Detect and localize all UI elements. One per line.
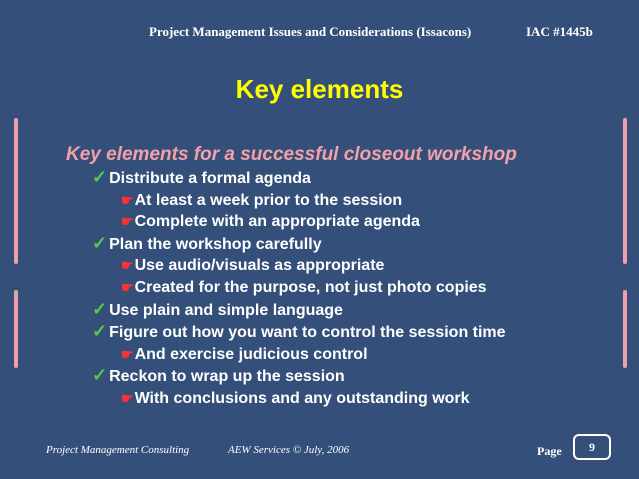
page-label: Page: [537, 444, 562, 458]
bullet-item: [66, 321, 517, 344]
sub-bullet-item: [66, 388, 517, 410]
footer-copyright: AEW Services © July, 2006: [228, 444, 350, 456]
bullet-text: With conclusions and any outstanding work: [134, 389, 470, 407]
checkmark-icon: ✓: [92, 321, 108, 342]
left-decorative-bar: [14, 118, 18, 264]
bullet-text: Created for the purpose, not just photo copies: [134, 278, 487, 296]
header-title: Project Management Issues and Considerations (Issacons): [149, 24, 472, 39]
sub-bullet-item: [66, 344, 517, 366]
pointing-hand-icon: ☛: [121, 191, 134, 208]
right-decorative-bar: [623, 118, 627, 264]
bullet-text: Complete with an appropriate agenda: [134, 213, 420, 231]
bullet-list: [66, 167, 517, 410]
pointing-hand-icon: ☛: [121, 389, 134, 406]
bullet-item: [66, 167, 517, 190]
slide-content: [66, 143, 517, 410]
checkmark-icon: ✓: [92, 167, 108, 187]
sub-bullet-item: [66, 255, 517, 277]
bullet-item: [66, 299, 517, 322]
checkmark-icon: ✓: [92, 232, 108, 253]
pointing-hand-icon: ☛: [121, 257, 134, 274]
left-decorative-bar-lower: [14, 290, 18, 368]
bullet-text: Use plain and simple language: [109, 301, 343, 319]
checkmark-icon: ✓: [92, 365, 108, 386]
page-number-box: 9: [573, 434, 611, 460]
slide-subtitle: Key elements for a successful closeout workshop: [66, 144, 517, 165]
bullet-item: [66, 365, 517, 388]
right-decorative-bar-lower: [623, 290, 627, 368]
slide-header: [0, 24, 639, 42]
slide-footer: [0, 442, 639, 462]
bullet-text: At least a week prior to the session: [134, 191, 403, 209]
bullet-text: Plan the workshop carefully: [109, 235, 322, 253]
footer-company: Project Management Consulting: [46, 444, 190, 456]
bullet-text: Reckon to wrap up the session: [109, 368, 345, 386]
bullet-text: Figure out how you want to control the session time: [109, 324, 506, 342]
sub-bullet-item: [66, 190, 517, 212]
bullet-item: [66, 233, 517, 256]
pointing-hand-icon: ☛: [121, 213, 134, 230]
pointing-hand-icon: ☛: [121, 345, 134, 362]
checkmark-icon: ✓: [92, 298, 108, 319]
slide-title: Key elements: [235, 74, 404, 104]
header-code: IAC #1445b: [526, 24, 593, 39]
bullet-text: Distribute a formal agenda: [109, 170, 311, 187]
pointing-hand-icon: ☛: [121, 278, 134, 295]
bullet-text: Use audio/visuals as appropriate: [134, 257, 385, 275]
sub-bullet-item: [66, 277, 517, 299]
bullet-text: And exercise judicious control: [134, 345, 368, 363]
sub-bullet-item: [66, 211, 517, 233]
